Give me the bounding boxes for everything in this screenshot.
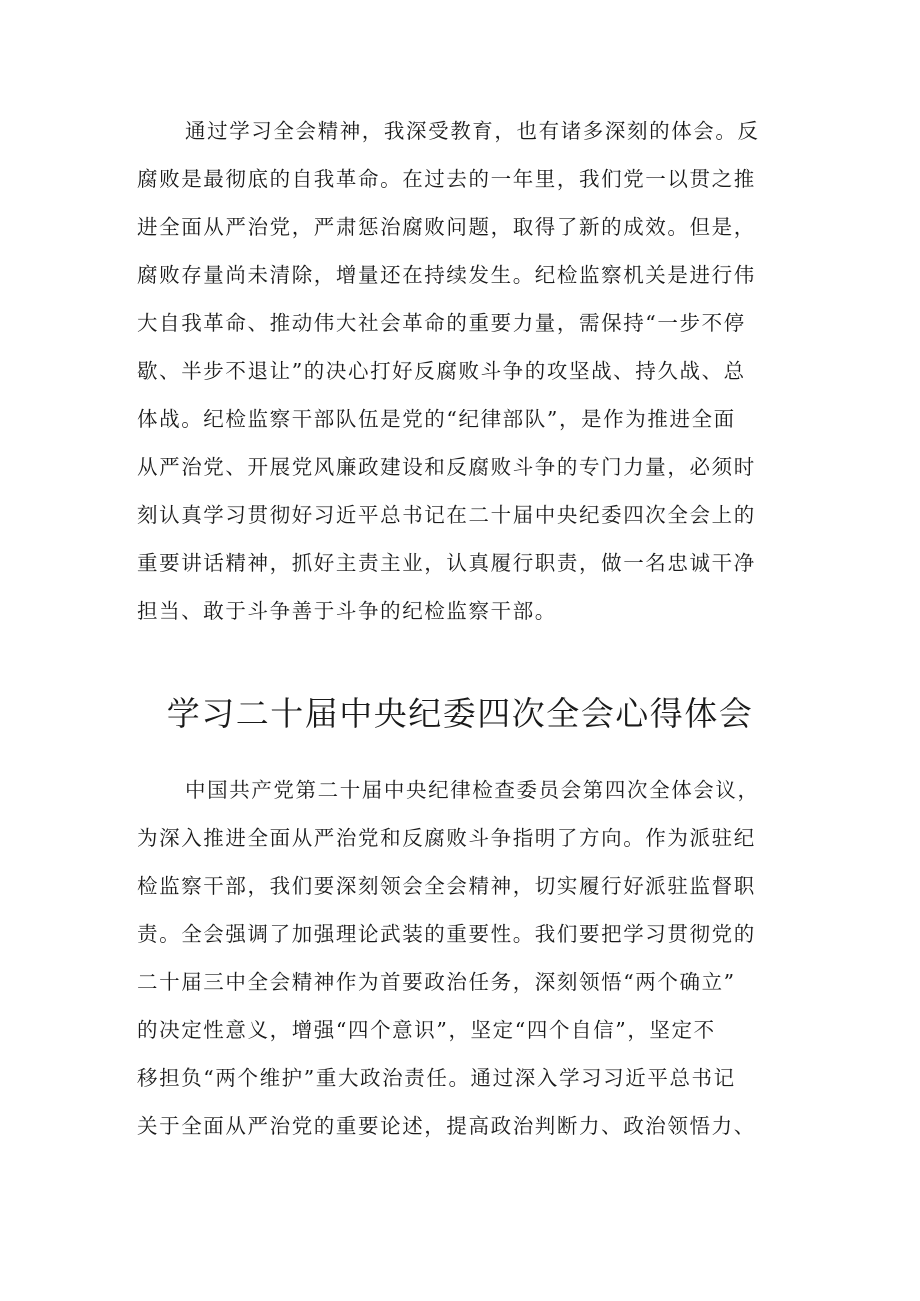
paragraph-1 — [137, 107, 787, 635]
paragraph-line: 体战。纪检监察干部队伍是党的“纪律部队”，是作为推进全面 — [137, 407, 736, 431]
paragraph-line: 的决定性意义，增强“四个意识”，坚定“四个自信”，坚定不 — [137, 1018, 716, 1042]
paragraph-line: 歇、半步不退让”的决心打好反腐败斗争的攻坚战、持久战、总 — [137, 359, 746, 383]
paragraph-line: 中国共产党第二十届中央纪律检查委员会第四次全体会议， — [185, 778, 760, 802]
paragraph-line: 移担负“两个维护”重大政治责任。通过深入学习习近平总书记 — [137, 1066, 736, 1090]
paragraph-line: 二十届三中全会精神作为首要政治任务，深刻领悟“两个确立” — [137, 970, 736, 994]
paragraph-line: 大自我革命、推动伟大社会革命的重要力量，需保持“一步不停 — [137, 311, 746, 335]
paragraph-line: 进全面从严治党，严肃惩治腐败问题，取得了新的成效。但是， — [137, 215, 756, 239]
section-heading: 学习二十届中央纪委四次全会心得体会 — [166, 694, 754, 733]
paragraph-line: 重要讲话精神，抓好主责主业，认真履行职责，做一名忠诚干净 — [137, 551, 756, 575]
paragraph-line: 腐败是最彻底的自我革命。在过去的一年里，我们党一以贯之推 — [137, 167, 756, 191]
paragraph-line: 责。全会强调了加强理论武装的重要性。我们要把学习贯彻党的 — [137, 922, 756, 946]
paragraph-line: 检监察干部，我们要深刻领会全会精神，切实履行好派驻监督职 — [137, 874, 756, 898]
paragraph-line: 为深入推进全面从严治党和反腐败斗争指明了方向。作为派驻纪 — [137, 826, 756, 850]
paragraph-line: 腐败存量尚未清除，增量还在持续发生。纪检监察机关是进行伟 — [137, 263, 756, 287]
paragraph-line: 担当、敢于斗争善于斗争的纪检监察干部。 — [137, 599, 557, 623]
paragraph-2 — [137, 766, 787, 1150]
paragraph-line: 刻认真学习贯彻好习近平总书记在二十届中央纪委四次全会上的 — [137, 503, 756, 527]
paragraph-line: 关于全面从严治党的重要论述，提高政治判断力、政治领悟力、 — [137, 1114, 756, 1138]
paragraph-line: 通过学习全会精神，我深受教育，也有诸多深刻的体会。反 — [185, 119, 760, 143]
paragraph-line: 从严治党、开展党风廉政建设和反腐败斗争的专门力量，必须时 — [137, 455, 756, 479]
